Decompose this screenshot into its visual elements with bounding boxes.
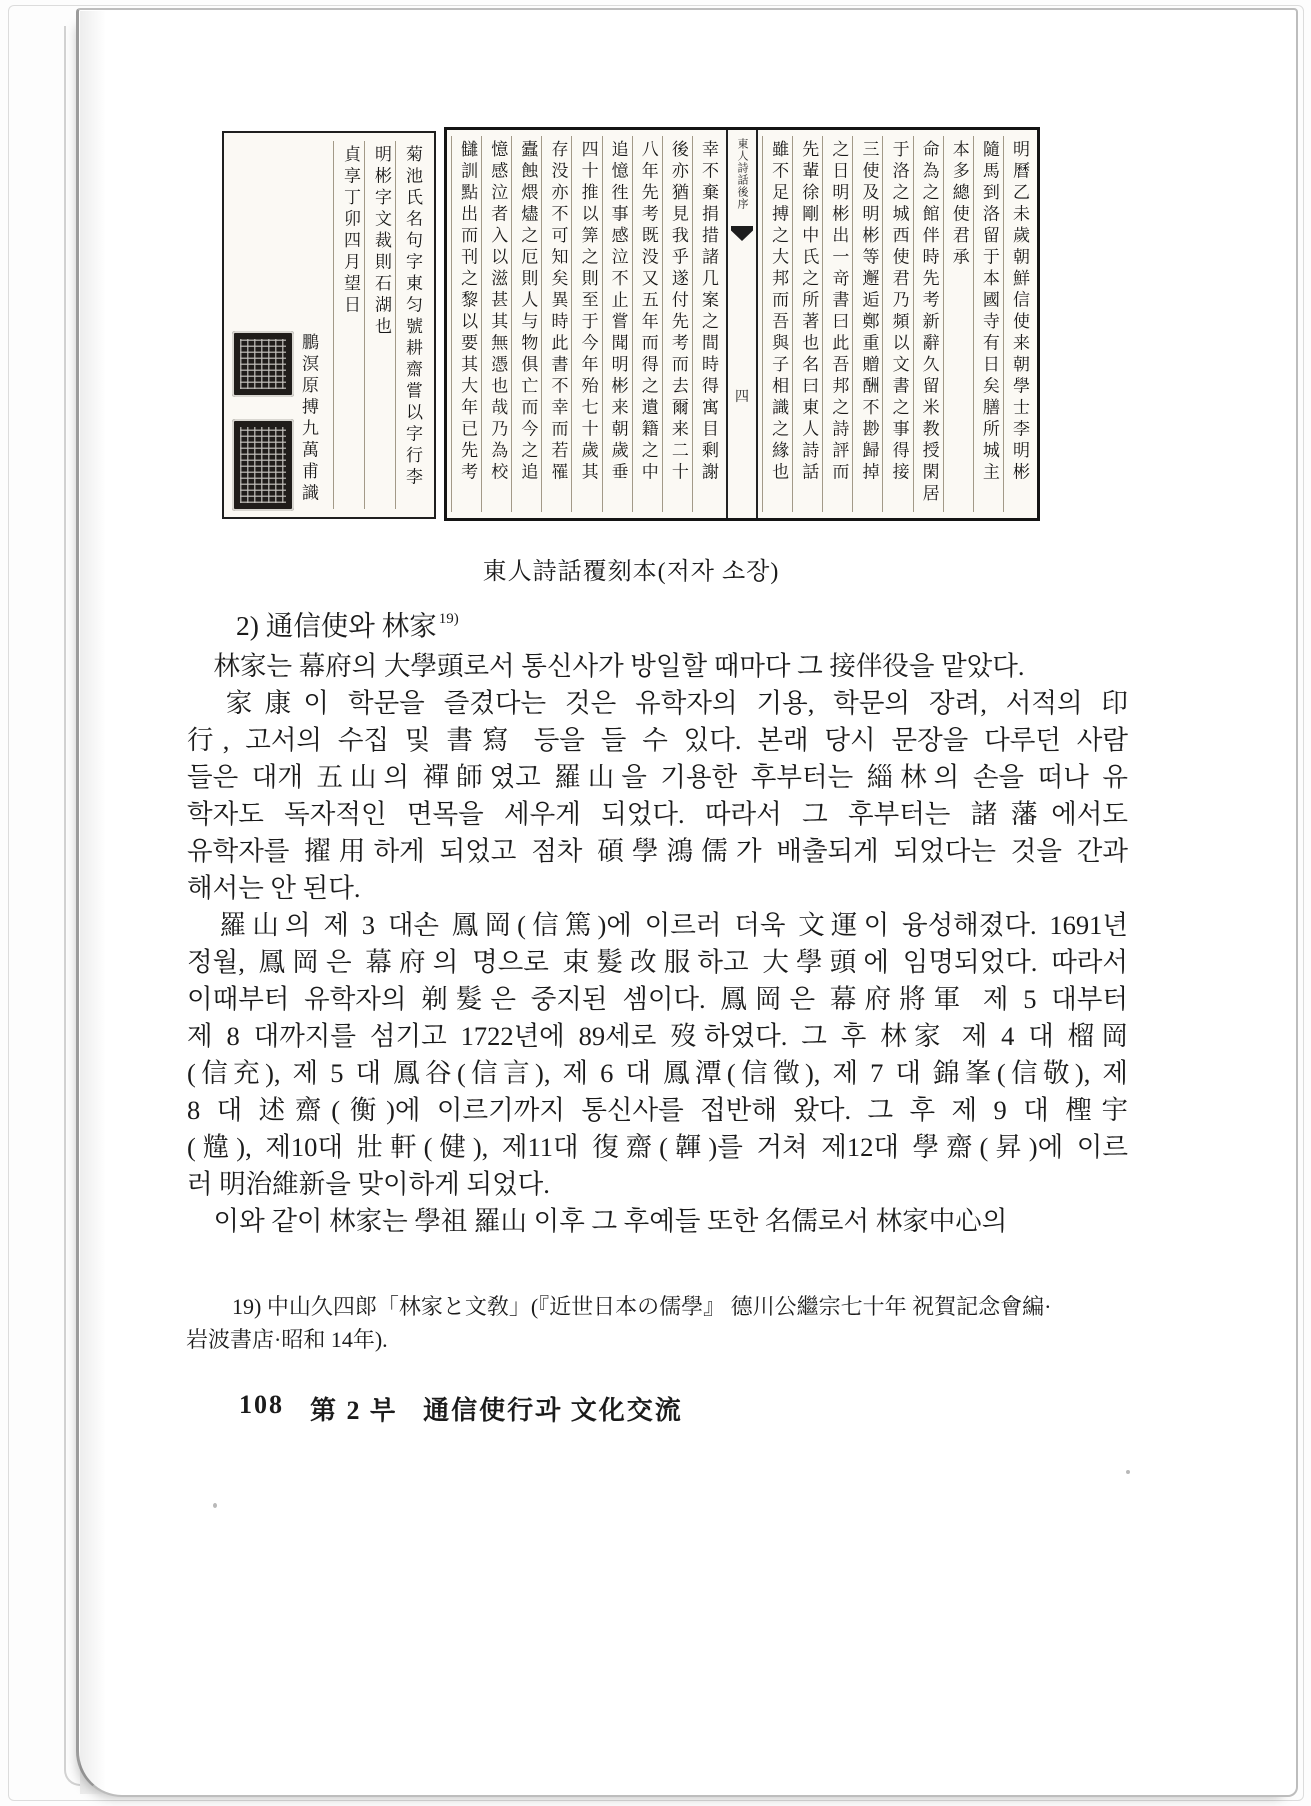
body-text-line: 유학자를 擢用하게 되었고 점차 碩學鴻儒가 배출되게 되었다는 것을 간과 [187,836,1128,866]
paragraph [187,907,1128,1203]
woodblock-column: 八年先考既没又五年而得之遺籍之中 [632,136,662,512]
body-text-line: 제 8 대까지를 섬기고 1722년에 89세로 歿하였다. 그 후 林家 제 4 대 榴岡 [187,1021,1128,1051]
woodblock-right-page [758,130,1037,518]
woodblock-column: 明曆乙未歲朝鮮信使来朝學士李明彬 [1003,136,1033,512]
woodblock-column: 追憶徃事感泣不止嘗聞明彬来朝歲垂 [602,136,632,512]
woodblock-column: 命為之館伴時先考新辭久留米教授閑居 [913,136,943,512]
woodblock-column: 貞享丁卯四月望日 [333,141,364,509]
centerfold-page-number: 四 [735,390,749,405]
woodblock-column: 之日明彬出一竒書曰此吾邦之詩評而 [822,136,852,512]
woodblock-column: 四十推以筭之則至于今年殆七十歲其 [571,136,601,512]
woodblock-column: 憶感泣者入以滋甚其無憑也哉乃為校 [481,136,511,512]
page-footer [239,1390,683,1427]
woodblock-facsimile [222,127,1040,521]
body-text-line: 학자도 독자적인 면목을 세우게 되었다. 따라서 그 후부터는 諸藩에서도 [187,799,1128,829]
paragraph [187,685,1128,907]
footnote [186,1290,1116,1356]
woodblock-column: 隨馬到洛留于本國寺有日矣膳所城主 [973,136,1003,512]
body-text-line: 行, 고서의 수집 및 書寫 등을 들 수 있다. 본래 당시 문장을 다루던 사람 [187,725,1128,755]
figure-caption: 東人詩話覆刻本(저자 소장) [482,559,780,585]
part-label: 第 2 부 [310,1396,398,1425]
woodblock-column: 明彬字文裁則石湖也 [364,141,395,509]
body-text-line: 8 대 述齋(衡)에 이르기까지 통신사를 접반해 왔다. 그 후 제 9 대 檉宇 [187,1095,1128,1125]
section-heading-text: 2) 通信使와 林家 [236,610,437,641]
woodblock-column: 後亦猶見我乎遂付先考而去爾来二十 [662,136,692,512]
woodblock-left-page [447,130,726,518]
body-text-line: 羅山의 제 3 대손 鳳岡(信篤)에 이르러 더욱 文運이 융성해졌다. 1691년 [187,910,1128,940]
woodblock-column: 菊池氏名句字東匀號耕齋嘗以字行李 [395,141,426,509]
paragraph [187,648,1128,685]
footnote-line: 19) 中山久四郞「林家と文敎」(『近世日本の儒學』 德川公繼宗七十年 祝賀記念會編· [232,1294,1052,1319]
woodblock-column: 于洛之城西使君乃頻以文書之事得接 [882,136,912,512]
body-text-line: 이때부터 유학자의 剃髮은 중지된 셈이다. 鳳岡은 幕府將軍 제 5 대부터 [187,984,1128,1014]
body-text-line: 이와 같이 林家는 學祖 羅山 이후 그 후예들 또한 名儒로서 林家中心의 [187,1206,1008,1236]
woodblock-column: 存没亦不可知矣異時此書不幸而若罹 [541,136,571,512]
body-text-line: 林家는 幕府의 大學頭로서 통신사가 방일할 때마다 그 接伴役을 맡았다. [187,651,1025,681]
centerfold-title: 東人詩話後序 [736,138,748,210]
spine-shadow [80,11,106,1794]
body-text-line: (韑), 제10대 壯軒(健), 제11대 復齋(韗)를 거쳐 제12대 學齋(昇)에 이르 [187,1132,1128,1162]
woodblock-column: 讎訓點出而刊之黎以要其大年已先考 [451,136,481,512]
paragraph [187,1203,1128,1240]
woodblock-column: 蠹蝕煨燼之厄則人与物俱亡而今之追 [511,136,541,512]
woodblock-column: 先輩徐剛中氏之所著也名曰東人詩話 [792,136,822,512]
fishtail-mark-icon [731,226,753,241]
woodblock-column: 三使及明彬等邂逅鄭重贈酬不尠歸掉 [852,136,882,512]
body-text-line: 들은 대개 五山의 禪師였고 羅山을 기용한 후부터는 緇林의 손을 떠나 유 [187,762,1128,792]
woodblock-centerfold [726,130,758,518]
body-text [187,648,1128,1240]
footnote-line: 岩波書店·昭和 14年). [186,1327,388,1352]
colophon-signature: 鵬溟原搏九萬甫識 [299,333,318,505]
woodblock-column: 本多總使君承 [943,136,973,512]
footnote-reference: 19) [438,610,459,627]
body-text-line: 정월, 鳳岡은 幕府의 명으로 束髮改服하고 大學頭에 임명되었다. 따라서 [187,947,1128,977]
body-text-line: 해서는 안 된다. [187,873,361,903]
seal-stamp-icon [232,419,294,511]
seal-stamp-icon [232,331,294,397]
section-heading [236,603,459,643]
body-text-line: 家康이 학문을 즐겼다는 것은 유학자의 기용, 학문의 장려, 서적의 印 [187,688,1128,718]
body-text-line: 러 明治維新을 맞이하게 되었다. [187,1169,550,1199]
woodblock-column: 幸不棄捐措諸几案之間時得寓目剩謝 [692,136,722,512]
running-title: 通信使行과 文化交流 [423,1396,683,1425]
body-text-line: (信充), 제 5 대 鳳谷(信言), 제 6 대 鳳潭(信徵), 제 7 대 錦峯(信敬), 제 [187,1058,1128,1088]
page-number: 108 [239,1390,284,1419]
scan-speck [213,1503,217,1508]
woodblock-colophon-page [222,131,436,519]
woodblock-spread [444,127,1040,521]
scan-speck [1126,1470,1130,1474]
woodblock-column: 雖不足搏之大邦而吾與子相識之緣也 [762,136,792,512]
